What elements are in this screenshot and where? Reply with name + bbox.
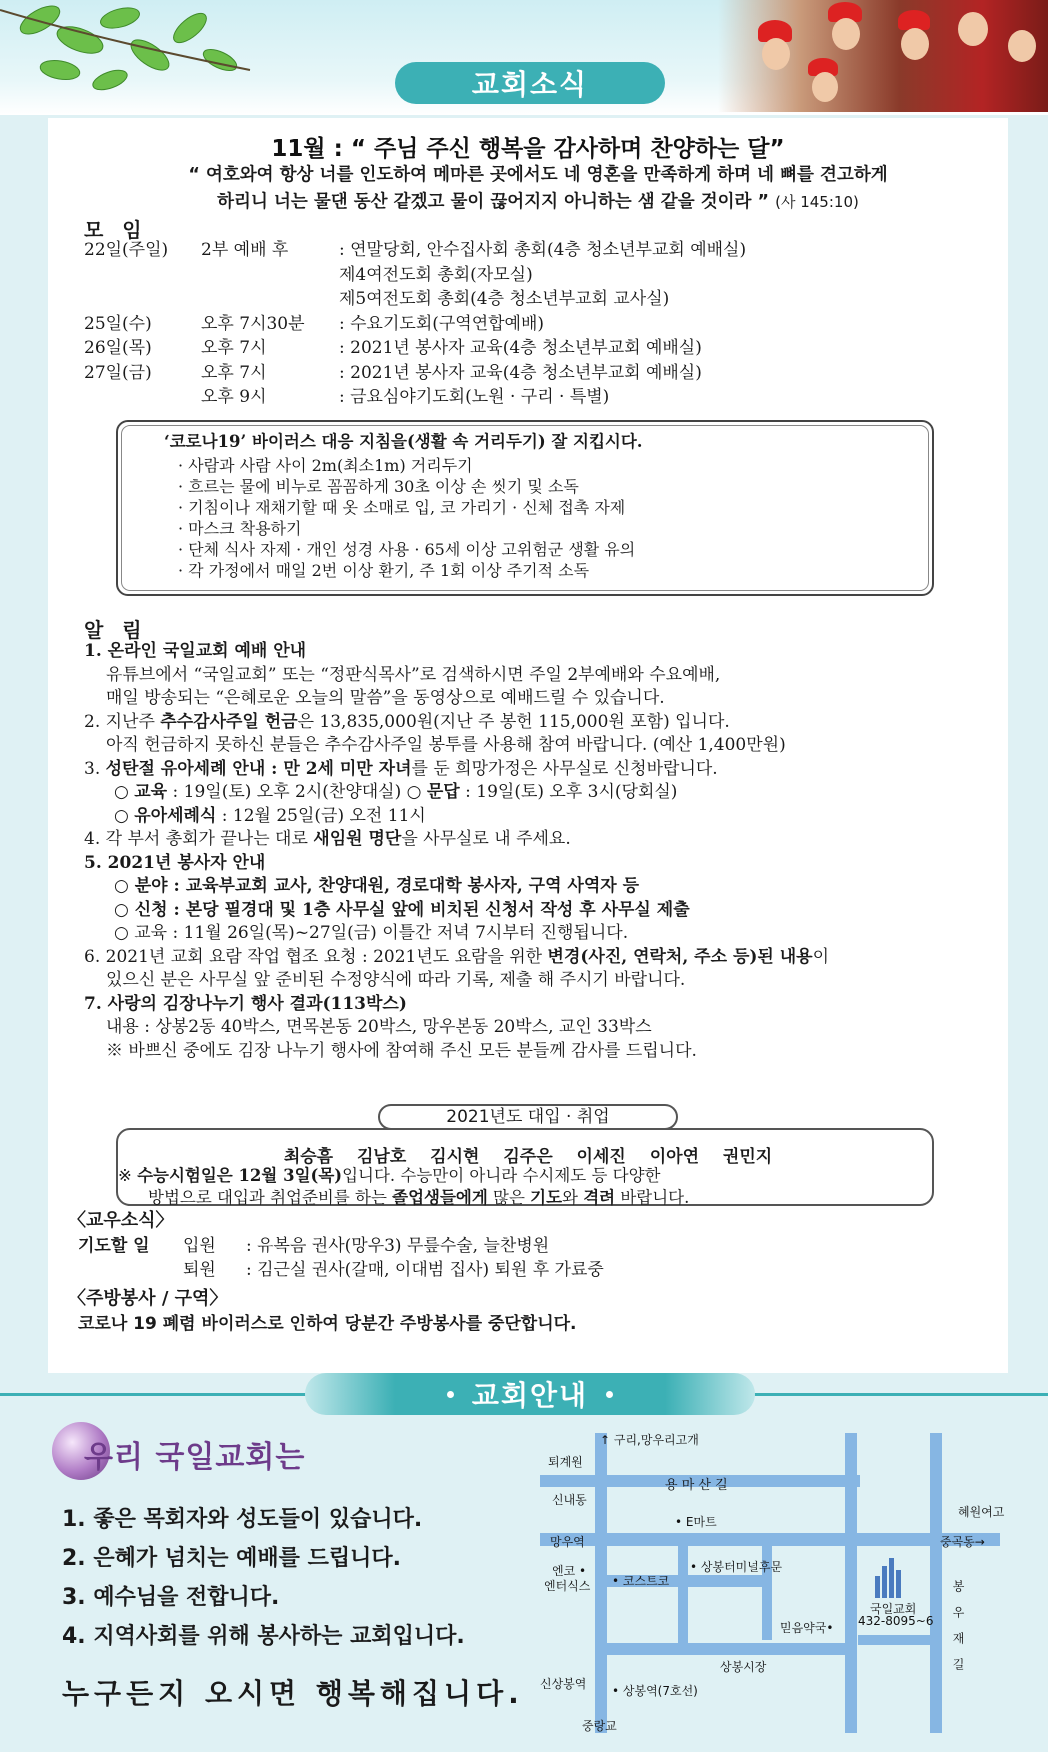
map-label: 엔터식스 bbox=[544, 1579, 591, 1593]
notice-1-title: 1. 온라인 국일교회 예배 안내 bbox=[84, 641, 307, 661]
map-road bbox=[858, 1635, 938, 1645]
member-news-heading: 〈교우소식〉 bbox=[68, 1210, 174, 1231]
map-label: 상봉시장 bbox=[720, 1660, 767, 1674]
meeting-schedule bbox=[84, 238, 984, 410]
notice-7-line: ※ 바쁘신 중에도 김장 나누기 행사에 참여해 주신 모든 분들께 감사를 드립니다. bbox=[106, 1040, 697, 1061]
notice-6: 6. 2021년 교회 요람 작업 협조 요청 : 2021년도 요람을 위한 변경(사진, 연락처, 주소 등)된 내용이 bbox=[84, 946, 830, 967]
notice-6-line: 있으신 분은 사무실 앞 준비된 수정양식에 따라 기록, 제출 해 주시기 바랍니다. bbox=[106, 970, 686, 990]
guide-tab-label: 교회안내 bbox=[471, 1379, 589, 1412]
prayer-row: 퇴원 : 김근실 권사(갈매, 이대범 집사) 퇴원 후 가료중 bbox=[183, 1260, 604, 1280]
schedule-desc: : 연말당회, 안수집사회 총회(4층 청소년부교회 예배실) bbox=[339, 240, 747, 260]
map-label: • E마트 bbox=[675, 1515, 717, 1529]
schedule-date: 22일(주일) bbox=[84, 240, 169, 260]
schedule-desc: : 2021년 봉사자 교육(4층 청소년부교회 예배실) bbox=[339, 338, 702, 358]
notice-4: 4. 각 부서 총회가 끝나는 대로 새임원 명단을 사무실로 내 주세요. bbox=[84, 829, 571, 849]
notice-3-line: ○ 유아세례식 : 12월 25일(금) 오전 11시 bbox=[114, 805, 426, 826]
schedule-time: 오후 7시30분 bbox=[201, 313, 305, 334]
kitchen-heading: 〈주방봉사 / 구역〉 bbox=[68, 1288, 228, 1309]
month-headline: 11월 : “ 주님 주신 행복을 감사하며 찬양하는 달” bbox=[271, 136, 785, 162]
map-label: 혜원여고 bbox=[958, 1505, 1005, 1519]
schedule-time: 오후 7시 bbox=[201, 362, 267, 383]
news-section-tab: 교회소식 bbox=[395, 62, 665, 104]
guide-list bbox=[62, 1500, 465, 1656]
covid-guideline-item: · 단체 식사 자제 · 개인 성경 사용 · 65세 이상 고위험군 생활 유의 bbox=[178, 540, 636, 559]
map-road bbox=[678, 1535, 688, 1653]
guide-item: 4. 지역사회를 위해 봉사하는 교회입니다. bbox=[62, 1624, 465, 1649]
map-road bbox=[930, 1433, 942, 1733]
news-panel bbox=[48, 118, 1008, 1373]
schedule-time: 2부 예배 후 bbox=[201, 240, 289, 260]
schedule-desc: : 2021년 봉사자 교육(4층 청소년부교회 예배실) bbox=[339, 362, 702, 383]
schedule-desc: : 금요심야기도회(노원 · 구리 · 특별) bbox=[339, 387, 610, 407]
covid-guideline-item: · 사람과 사람 사이 2m(최소1m) 거리두기 bbox=[178, 456, 473, 475]
church-label: 국일교회 bbox=[870, 1602, 917, 1616]
leaves-decoration bbox=[0, 0, 260, 110]
map-road bbox=[762, 1535, 772, 1640]
schedule-row bbox=[84, 312, 984, 337]
notice-5-line: ○ 신청 : 본당 필경대 및 1층 사무실 앞에 비치된 신청서 작성 후 사무실 제출 bbox=[114, 899, 690, 920]
covid-title: ‘코로나19’ 바이러스 대응 지침을(생활 속 거리두기) 잘 지킵시다. bbox=[164, 432, 643, 451]
guide-item: 3. 예수님을 전합니다. bbox=[62, 1585, 280, 1610]
covid-guideline-box bbox=[116, 420, 934, 596]
map-label: 퇴계원 bbox=[548, 1455, 583, 1469]
meetings-heading: 모 임 bbox=[84, 218, 148, 242]
map-road-label: 용 마 산 길 bbox=[665, 1478, 728, 1493]
schedule-desc: 제4여전도회 총회(자모실) bbox=[339, 264, 533, 285]
prayer-row: 기도할 일 입원 : 유복음 권사(망우3) 무릎수술, 늘찬병원 bbox=[78, 1236, 550, 1256]
covid-guideline-item: · 기침이나 재채기할 때 옷 소매로 입, 코 가리기 · 신체 접촉 자제 bbox=[178, 498, 626, 517]
map-label: 엔코 • bbox=[552, 1564, 587, 1578]
schedule-date: 25일(수) bbox=[84, 313, 152, 334]
verse-line-2: 하리니 너는 물댄 동산 같겠고 물이 끊어지지 아니하는 샘 같을 것이라 ” (사 145:10) bbox=[217, 192, 859, 212]
map-label: • 상봉역(7호선) bbox=[612, 1684, 698, 1698]
notices-list bbox=[84, 640, 984, 1063]
covid-guideline-item: · 흐르는 물에 비누로 꼼꼼하게 30초 이상 손 씻기 및 소독 bbox=[178, 477, 579, 496]
bible-verse bbox=[88, 162, 988, 216]
map-label: 신상봉역 bbox=[540, 1677, 587, 1691]
church-phone: 432-8095~6 bbox=[858, 1614, 934, 1628]
map-label: 중랑교 bbox=[582, 1719, 617, 1733]
notice-3: 3. 성탄절 유아세례 안내 : 만 2세 미만 자녀를 둔 희망가정은 사무실로 신청바랍니다. bbox=[84, 758, 718, 779]
guide-title: 우리 국일교회는 bbox=[84, 1440, 306, 1475]
map-label: • 상봉터미널후문 bbox=[690, 1560, 783, 1574]
schedule-row bbox=[84, 385, 984, 410]
map-label: 신내동 bbox=[552, 1493, 587, 1507]
covid-guideline-item: · 마스크 착용하기 bbox=[178, 519, 302, 538]
schedule-row bbox=[84, 263, 984, 288]
prayer-label: 기도할 일 bbox=[78, 1236, 150, 1256]
schedule-desc: 제5여전도회 총회(4층 청소년부교회 교사실) bbox=[339, 289, 670, 309]
notice-7-line: 내용 : 상봉2동 40박스, 면목본동 20박스, 망우본동 20박스, 교인 33박스 bbox=[106, 1017, 652, 1037]
map-label: • 코스트코 bbox=[612, 1574, 670, 1588]
schedule-row bbox=[84, 336, 984, 361]
verse-line-1: “ 여호와여 항상 너를 인도하여 메마른 곳에서도 네 영혼을 만족하게 하며 네 뼈를 견고하게 bbox=[188, 165, 888, 185]
map-road-label: 봉우재길 bbox=[951, 1580, 965, 1684]
admission-title: 2021년도 대입 · 취업 bbox=[378, 1104, 678, 1130]
guide-item: 1. 좋은 목회자와 성도들이 있습니다. bbox=[62, 1507, 423, 1532]
schedule-row bbox=[84, 238, 984, 263]
map-label: 망우역 bbox=[550, 1535, 585, 1549]
dot-icon bbox=[447, 1391, 454, 1398]
admission-names: 최승흠 김남호 김시현 김주은 이세진 이아연 권민지 bbox=[283, 1147, 773, 1167]
map-road bbox=[595, 1643, 845, 1655]
schedule-row bbox=[84, 287, 984, 312]
schedule-date: 27일(금) bbox=[84, 362, 152, 383]
church-building-icon bbox=[873, 1558, 905, 1598]
schedule-desc: : 수요기도회(구역연합예배) bbox=[339, 313, 545, 334]
admission-note: ※ 수능시험일은 12월 3일(목)입니다. 수능만이 아니라 수시제도 등 다양한 방법으로 대입과 취업준비를 하는 졸업생들에게 많은 기도와 격려 바랍니다. bbox=[118, 1166, 690, 1207]
notice-1-line: 매일 방송되는 “은혜로운 오늘의 말씀”을 동영상으로 예배드릴 수 있습니다. bbox=[106, 688, 665, 708]
notice-2-line: 아직 헌금하지 못하신 분들은 추수감사주일 봉투를 사용해 참여 바랍니다. (예산 1,400만원) bbox=[106, 735, 786, 755]
choir-photo bbox=[718, 0, 1048, 112]
schedule-row bbox=[84, 361, 984, 386]
notice-1-line: 유튜브에서 “국일교회” 또는 “정판식목사”로 검색하시면 주일 2부예배와 수요예배, bbox=[106, 664, 721, 685]
schedule-time: 오후 9시 bbox=[201, 387, 267, 407]
guide-section-tab bbox=[305, 1373, 755, 1415]
guide-item: 2. 은혜가 넘치는 예배를 드립니다. bbox=[62, 1546, 401, 1571]
notices-heading: 알 림 bbox=[84, 618, 148, 642]
schedule-date: 26일(목) bbox=[84, 338, 152, 358]
dot-icon bbox=[606, 1391, 613, 1398]
map-label: 중곡동→ bbox=[940, 1535, 985, 1549]
notice-7-title: 7. 사랑의 김장나누기 행사 결과(113박스) bbox=[84, 993, 407, 1014]
covid-guideline-item: · 각 가정에서 매일 2번 이상 환기, 주 1회 이상 주기적 소독 bbox=[178, 561, 590, 580]
kitchen-text: 코로나 19 폐렴 바이러스로 인하여 당분간 주방봉사를 중단합니다. bbox=[78, 1314, 577, 1334]
schedule-time: 오후 7시 bbox=[201, 338, 267, 358]
verse-reference: (사 145:10) bbox=[775, 193, 859, 211]
notice-5-title: 5. 2021년 봉사자 안내 bbox=[84, 852, 266, 873]
map-label: ↑ 구리,망우리고개 bbox=[600, 1433, 699, 1447]
member-news bbox=[68, 1208, 968, 1336]
notice-5-line: ○ 분야 : 교육부교회 교사, 찬양대원, 경로대학 봉사자, 구역 사역자 등 bbox=[114, 876, 640, 896]
notice-5-line: ○ 교육 : 11월 26일(목)~27일(금) 이틀간 저녁 7시부터 진행됩니다. bbox=[114, 923, 629, 943]
guide-slogan: 누구든지 오시면 행복해집니다. bbox=[62, 1677, 524, 1710]
location-map bbox=[540, 1425, 1020, 1745]
notice-3-line: ○ 교육 : 19일(토) 오후 2시(찬양대실) ○ 문답 : 19일(토) 오후 3시(당회실) bbox=[114, 782, 678, 802]
notice-2: 2. 지난주 추수감사주일 헌금은 13,835,000원(지난 주 봉헌 115,000원 포함) 입니다. bbox=[84, 711, 730, 732]
map-label: 믿음약국• bbox=[780, 1621, 834, 1635]
